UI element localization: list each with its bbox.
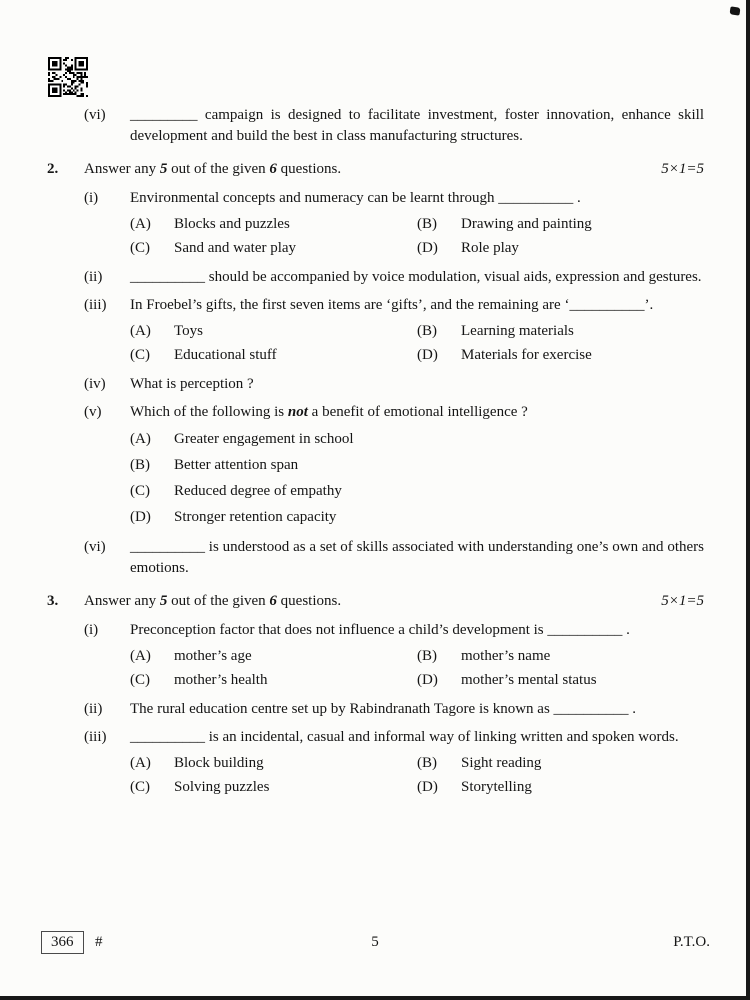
option-text: Stronger retention capacity xyxy=(174,509,337,525)
scan-artifact-corner-mark xyxy=(729,6,740,15)
instruction-count: 5 xyxy=(159,593,168,609)
page-content xyxy=(47,0,704,806)
section-3-heading xyxy=(47,591,704,612)
option-label: (A) xyxy=(130,755,151,771)
marks-label: 5×1=5 xyxy=(661,593,704,609)
question-2-i xyxy=(84,188,704,260)
option-text: Educational stuff xyxy=(174,347,277,363)
option-text: Role play xyxy=(461,240,519,256)
option-label: (B) xyxy=(417,755,437,771)
question-label: (iii) xyxy=(84,297,107,313)
question-label: (v) xyxy=(84,404,102,420)
question-2-iii xyxy=(84,295,704,367)
question-label: (i) xyxy=(84,190,99,206)
option-c xyxy=(130,775,417,799)
option-text: mother’s mental status xyxy=(461,672,597,688)
option-label: (A) xyxy=(130,431,151,447)
marks-label: 5×1=5 xyxy=(661,161,704,177)
option-label: (D) xyxy=(417,240,438,256)
option-text: Materials for exercise xyxy=(461,347,592,363)
question-text-emphasis: not xyxy=(287,404,308,420)
question-lead-vi xyxy=(84,105,704,147)
scan-artifact-bottom-edge xyxy=(0,996,750,1000)
option-text: Reduced degree of empathy xyxy=(174,483,342,499)
option-b xyxy=(417,319,704,343)
question-3-ii xyxy=(84,699,704,720)
question-label: (vi) xyxy=(84,107,106,123)
options-grid xyxy=(130,212,704,260)
pto-label: P.T.O. xyxy=(673,934,710,950)
option-d xyxy=(417,668,704,692)
option-text: Learning materials xyxy=(461,323,574,339)
option-a xyxy=(130,426,704,452)
option-label: (C) xyxy=(130,483,150,499)
option-c xyxy=(130,478,704,504)
option-label: (C) xyxy=(130,240,150,256)
question-label: (iv) xyxy=(84,376,106,392)
question-label: (ii) xyxy=(84,269,103,285)
option-d xyxy=(130,504,704,530)
option-text: Sight reading xyxy=(461,755,542,771)
instruction-text: out of the given xyxy=(167,161,270,177)
option-a xyxy=(130,644,417,668)
option-b xyxy=(417,212,704,236)
option-label: (D) xyxy=(417,347,438,363)
option-b xyxy=(417,644,704,668)
option-d xyxy=(417,343,704,367)
section-2-heading xyxy=(47,159,704,180)
instruction-text: questions. xyxy=(276,161,342,177)
question-text: In Froebel’s gifts, the first seven items are ‘gifts’, and the remaining are ‘__________’. xyxy=(130,297,654,313)
option-text: Solving puzzles xyxy=(174,779,270,795)
instruction-text: Answer any xyxy=(84,161,160,177)
page-number: 5 xyxy=(371,934,379,950)
question-3-i xyxy=(84,620,704,692)
option-d xyxy=(417,236,704,260)
section-instruction xyxy=(84,591,341,612)
instruction-text: questions. xyxy=(276,593,342,609)
option-a xyxy=(130,319,417,343)
question-text: Preconception factor that does not influence a child’s development is __________ . xyxy=(130,622,630,638)
qr-code-icon xyxy=(48,57,88,97)
question-text: __________ is understood as a set of skills associated with understanding one’s own and others emotions. xyxy=(130,539,704,576)
option-label: (A) xyxy=(130,648,151,664)
options-grid xyxy=(130,319,704,367)
question-text xyxy=(130,402,704,423)
option-text: Storytelling xyxy=(461,779,532,795)
option-c xyxy=(130,668,417,692)
question-text: What is perception ? xyxy=(130,376,254,392)
option-c xyxy=(130,236,417,260)
option-label: (C) xyxy=(130,347,150,363)
option-label: (C) xyxy=(130,779,150,795)
question-label: (ii) xyxy=(84,701,103,717)
qr-code-icon xyxy=(48,57,88,97)
option-label: (D) xyxy=(417,672,438,688)
question-text-part: Which of the following is xyxy=(130,404,288,420)
question-text: Environmental concepts and numeracy can be learnt through __________ . xyxy=(130,190,581,206)
option-text: Block building xyxy=(174,755,264,771)
question-2-v xyxy=(84,402,704,530)
option-label: (B) xyxy=(417,648,437,664)
question-2-iv xyxy=(84,374,704,395)
option-text: mother’s health xyxy=(174,672,268,688)
scan-artifact-right-edge xyxy=(746,0,750,1000)
instruction-count: 6 xyxy=(269,161,277,177)
instruction-count: 6 xyxy=(269,593,277,609)
option-label: (A) xyxy=(130,323,151,339)
option-a xyxy=(130,212,417,236)
option-d xyxy=(417,775,704,799)
question-2-ii xyxy=(84,267,704,288)
options-list xyxy=(130,426,704,530)
option-text: mother’s age xyxy=(174,648,252,664)
option-label: (B) xyxy=(417,216,437,232)
question-label: (vi) xyxy=(84,539,106,555)
option-label: (B) xyxy=(130,457,150,473)
question-text: __________ should be accompanied by voice modulation, visual aids, expression and gestures. xyxy=(130,269,702,285)
option-label: (A) xyxy=(130,216,151,232)
option-b xyxy=(417,751,704,775)
question-text: The rural education centre set up by Rabindranath Tagore is known as __________ . xyxy=(130,701,637,717)
section-instruction xyxy=(84,159,341,180)
option-text: Better attention span xyxy=(174,457,299,473)
options-grid xyxy=(130,644,704,692)
page-footer xyxy=(0,931,750,957)
question-3-iii xyxy=(84,727,704,799)
options-grid xyxy=(130,751,704,799)
section-number: 3. xyxy=(47,593,59,609)
question-text: _________ campaign is designed to facilitate investment, foster innovation, enhance skill development and build the best in class manufacturing structures. xyxy=(130,107,704,144)
instruction-text: Answer any xyxy=(84,593,160,609)
option-label: (B) xyxy=(417,323,437,339)
option-label: (C) xyxy=(130,672,150,688)
option-text: Blocks and puzzles xyxy=(174,216,290,232)
option-text: Toys xyxy=(174,323,203,339)
option-label: (D) xyxy=(417,779,438,795)
option-b xyxy=(130,452,704,478)
option-text: Greater engagement in school xyxy=(174,431,354,447)
instruction-count: 5 xyxy=(159,161,168,177)
hash-mark: # xyxy=(95,934,103,950)
question-text: __________ is an incidental, casual and informal way of linking written and spoken words. xyxy=(130,729,679,745)
question-text-part: a benefit of emotional intelligence ? xyxy=(307,404,528,420)
option-a xyxy=(130,751,417,775)
section-number: 2. xyxy=(47,161,59,177)
question-label: (i) xyxy=(84,622,99,638)
question-2-vi xyxy=(84,537,704,579)
option-text: mother’s name xyxy=(461,648,551,664)
question-label: (iii) xyxy=(84,729,107,745)
instruction-text: out of the given xyxy=(167,593,270,609)
option-text: Sand and water play xyxy=(174,240,297,256)
option-label: (D) xyxy=(130,509,151,525)
option-text: Drawing and painting xyxy=(461,216,592,232)
paper-code-box: 366 xyxy=(41,931,84,954)
option-c xyxy=(130,343,417,367)
